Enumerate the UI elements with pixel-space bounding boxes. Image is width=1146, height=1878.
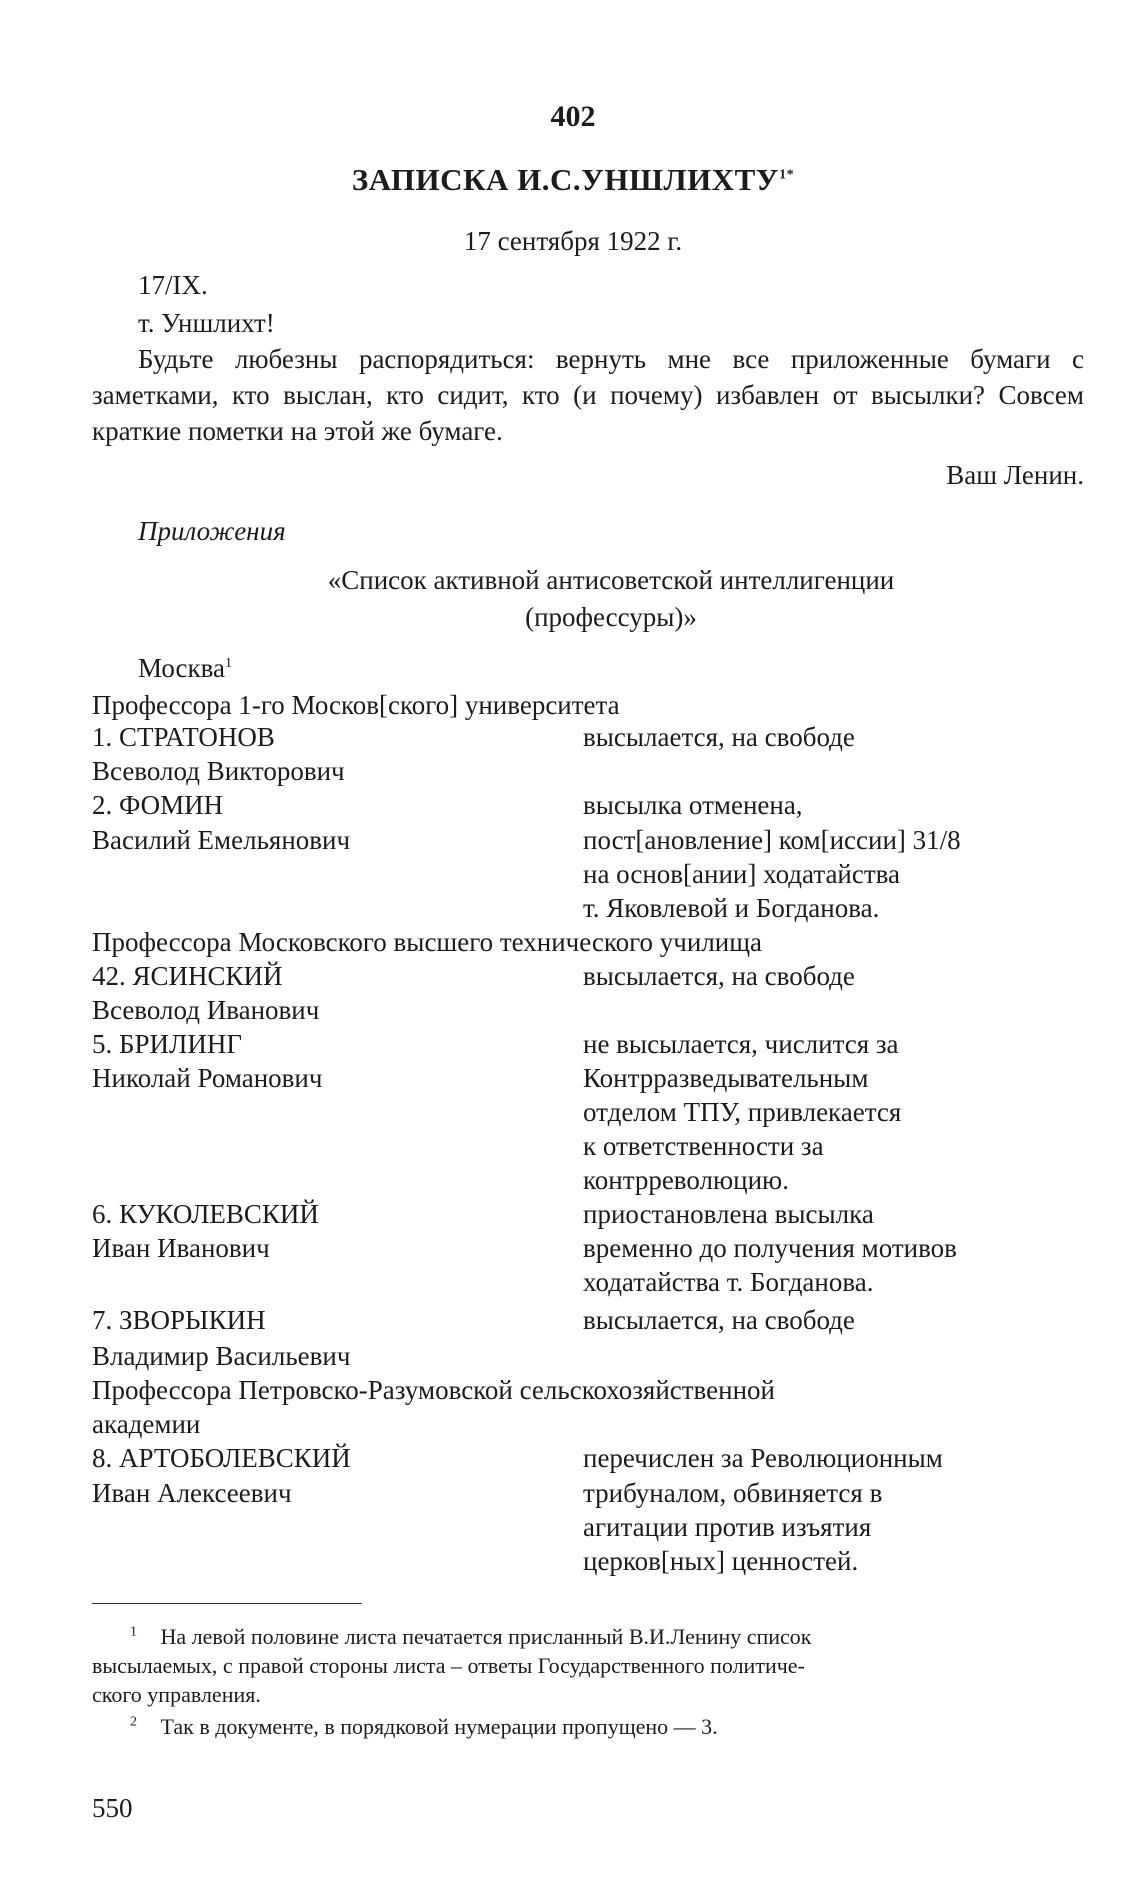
- footnote-1-line1: [130, 1623, 812, 1651]
- document-title: [0, 162, 1146, 198]
- entry-given-name: Василий Емельянович: [92, 825, 351, 855]
- city-text: Москва: [138, 653, 225, 683]
- entry-remark: пост[ановление] ком[иссии] 31/8: [583, 825, 961, 855]
- footnote-1-line3: ского управления.: [92, 1682, 261, 1707]
- list-title-line1: «Список активной антисоветской интеллигенции: [327, 565, 895, 595]
- entry-remark: приостановлена высылка: [583, 1199, 874, 1229]
- section-heading-line2: академии: [92, 1409, 201, 1439]
- entry-remark: трибуналом, обвиняется в: [583, 1478, 883, 1508]
- city-label: [138, 651, 232, 685]
- footnote-mark: 2: [130, 1714, 137, 1730]
- letter-salutation: т. Уншлихт!: [138, 308, 275, 338]
- title-footnote-mark: 1*: [779, 167, 795, 183]
- entry-remark: перечислен за Революционным: [583, 1443, 943, 1473]
- letter-signature: Ваш Ленин.: [946, 460, 1084, 490]
- footnote-text: Так в документе, в порядковой нумерации пропущено — 3.: [160, 1714, 718, 1739]
- letter-date: 17/IX.: [138, 270, 208, 300]
- entry-remark: высылается, на свободе: [583, 722, 855, 752]
- entry-remark: высылается, на свободе: [583, 961, 855, 991]
- letter-body: Будьте любезны распорядиться: вернуть мне все приложенные бумаги с заметками, кто выслан, кто сидит, кто (и почему) избавлен от высылки? Совсем краткие пометки на этой же бумаге.: [92, 344, 1084, 446]
- entry-remark: высылка отменена,: [583, 790, 803, 820]
- section-heading-line1: Профессора Петровско-Разумовской сельскохозяйственной: [92, 1375, 775, 1405]
- entry-remark: к ответственности за: [583, 1131, 824, 1161]
- entry-given-name: Николай Романович: [92, 1063, 323, 1093]
- footnote-mark: 1: [130, 1624, 137, 1640]
- entry-name: 7. ЗВОРЫКИН: [92, 1305, 266, 1335]
- city-footnote-mark: 1: [225, 656, 232, 671]
- entry-name: 6. КУКОЛЕВСКИЙ: [92, 1199, 319, 1229]
- footnote-divider: [92, 1603, 362, 1604]
- footnote-text: На левой половине листа печатается присланный В.И.Ленину список: [160, 1624, 812, 1649]
- entry-name: 42. ЯСИНСКИЙ: [92, 961, 283, 991]
- entry-remark: временно до получения мотивов: [583, 1233, 957, 1263]
- entry-given-name: Владимир Васильевич: [92, 1341, 351, 1371]
- document-number: 402: [550, 100, 596, 133]
- entry-remark: агитации против изъятия: [583, 1512, 872, 1542]
- entry-remark: ходатайства т. Богданова.: [583, 1267, 874, 1297]
- entry-remark: не высылается, числится за: [583, 1029, 899, 1059]
- document-title-text: ЗАПИСКА И.С.УНШЛИХТУ: [351, 162, 780, 197]
- document-date: 17 сентября 1922 г.: [463, 226, 683, 256]
- appendix-heading: Приложения: [138, 516, 286, 546]
- entry-name: 5. БРИЛИНГ: [92, 1029, 242, 1059]
- footnote-1-line2: высылаемых, с правой стороны листа – ответы Государственного политиче-: [92, 1653, 805, 1678]
- entry-remark: контрреволюцию.: [583, 1165, 789, 1195]
- entry-remark: Контрразведывательным: [583, 1063, 869, 1093]
- entry-remark: отделом ТПУ, привлекается: [583, 1097, 902, 1127]
- entry-given-name: Иван Иванович: [92, 1233, 270, 1263]
- entry-remark: на основ[ании] ходатайства: [583, 859, 901, 889]
- entry-remark: т. Яковлевой и Богданова.: [583, 893, 880, 923]
- page-number: 550: [92, 1793, 133, 1823]
- entry-name: 2. ФОМИН: [92, 790, 224, 820]
- entry-given-name: Иван Алексеевич: [92, 1478, 292, 1508]
- section-heading: Профессора Московского высшего технического училища: [92, 927, 763, 957]
- entry-remark: высылается, на свободе: [583, 1305, 855, 1335]
- list-title-line2: (профессуры)»: [525, 602, 697, 632]
- entry-remark: церков[ных] ценностей.: [583, 1546, 859, 1576]
- footnote-2: [130, 1713, 718, 1741]
- entry-given-name: Всеволод Викторович: [92, 756, 345, 786]
- entry-given-name: Всеволод Иванович: [92, 995, 320, 1025]
- entry-name: 8. АРТОБОЛЕВСКИЙ: [92, 1443, 351, 1473]
- entry-name: 1. СТРАТОНОВ: [92, 722, 275, 752]
- section-heading: Профессора 1-го Москов[ского] университета: [92, 690, 620, 720]
